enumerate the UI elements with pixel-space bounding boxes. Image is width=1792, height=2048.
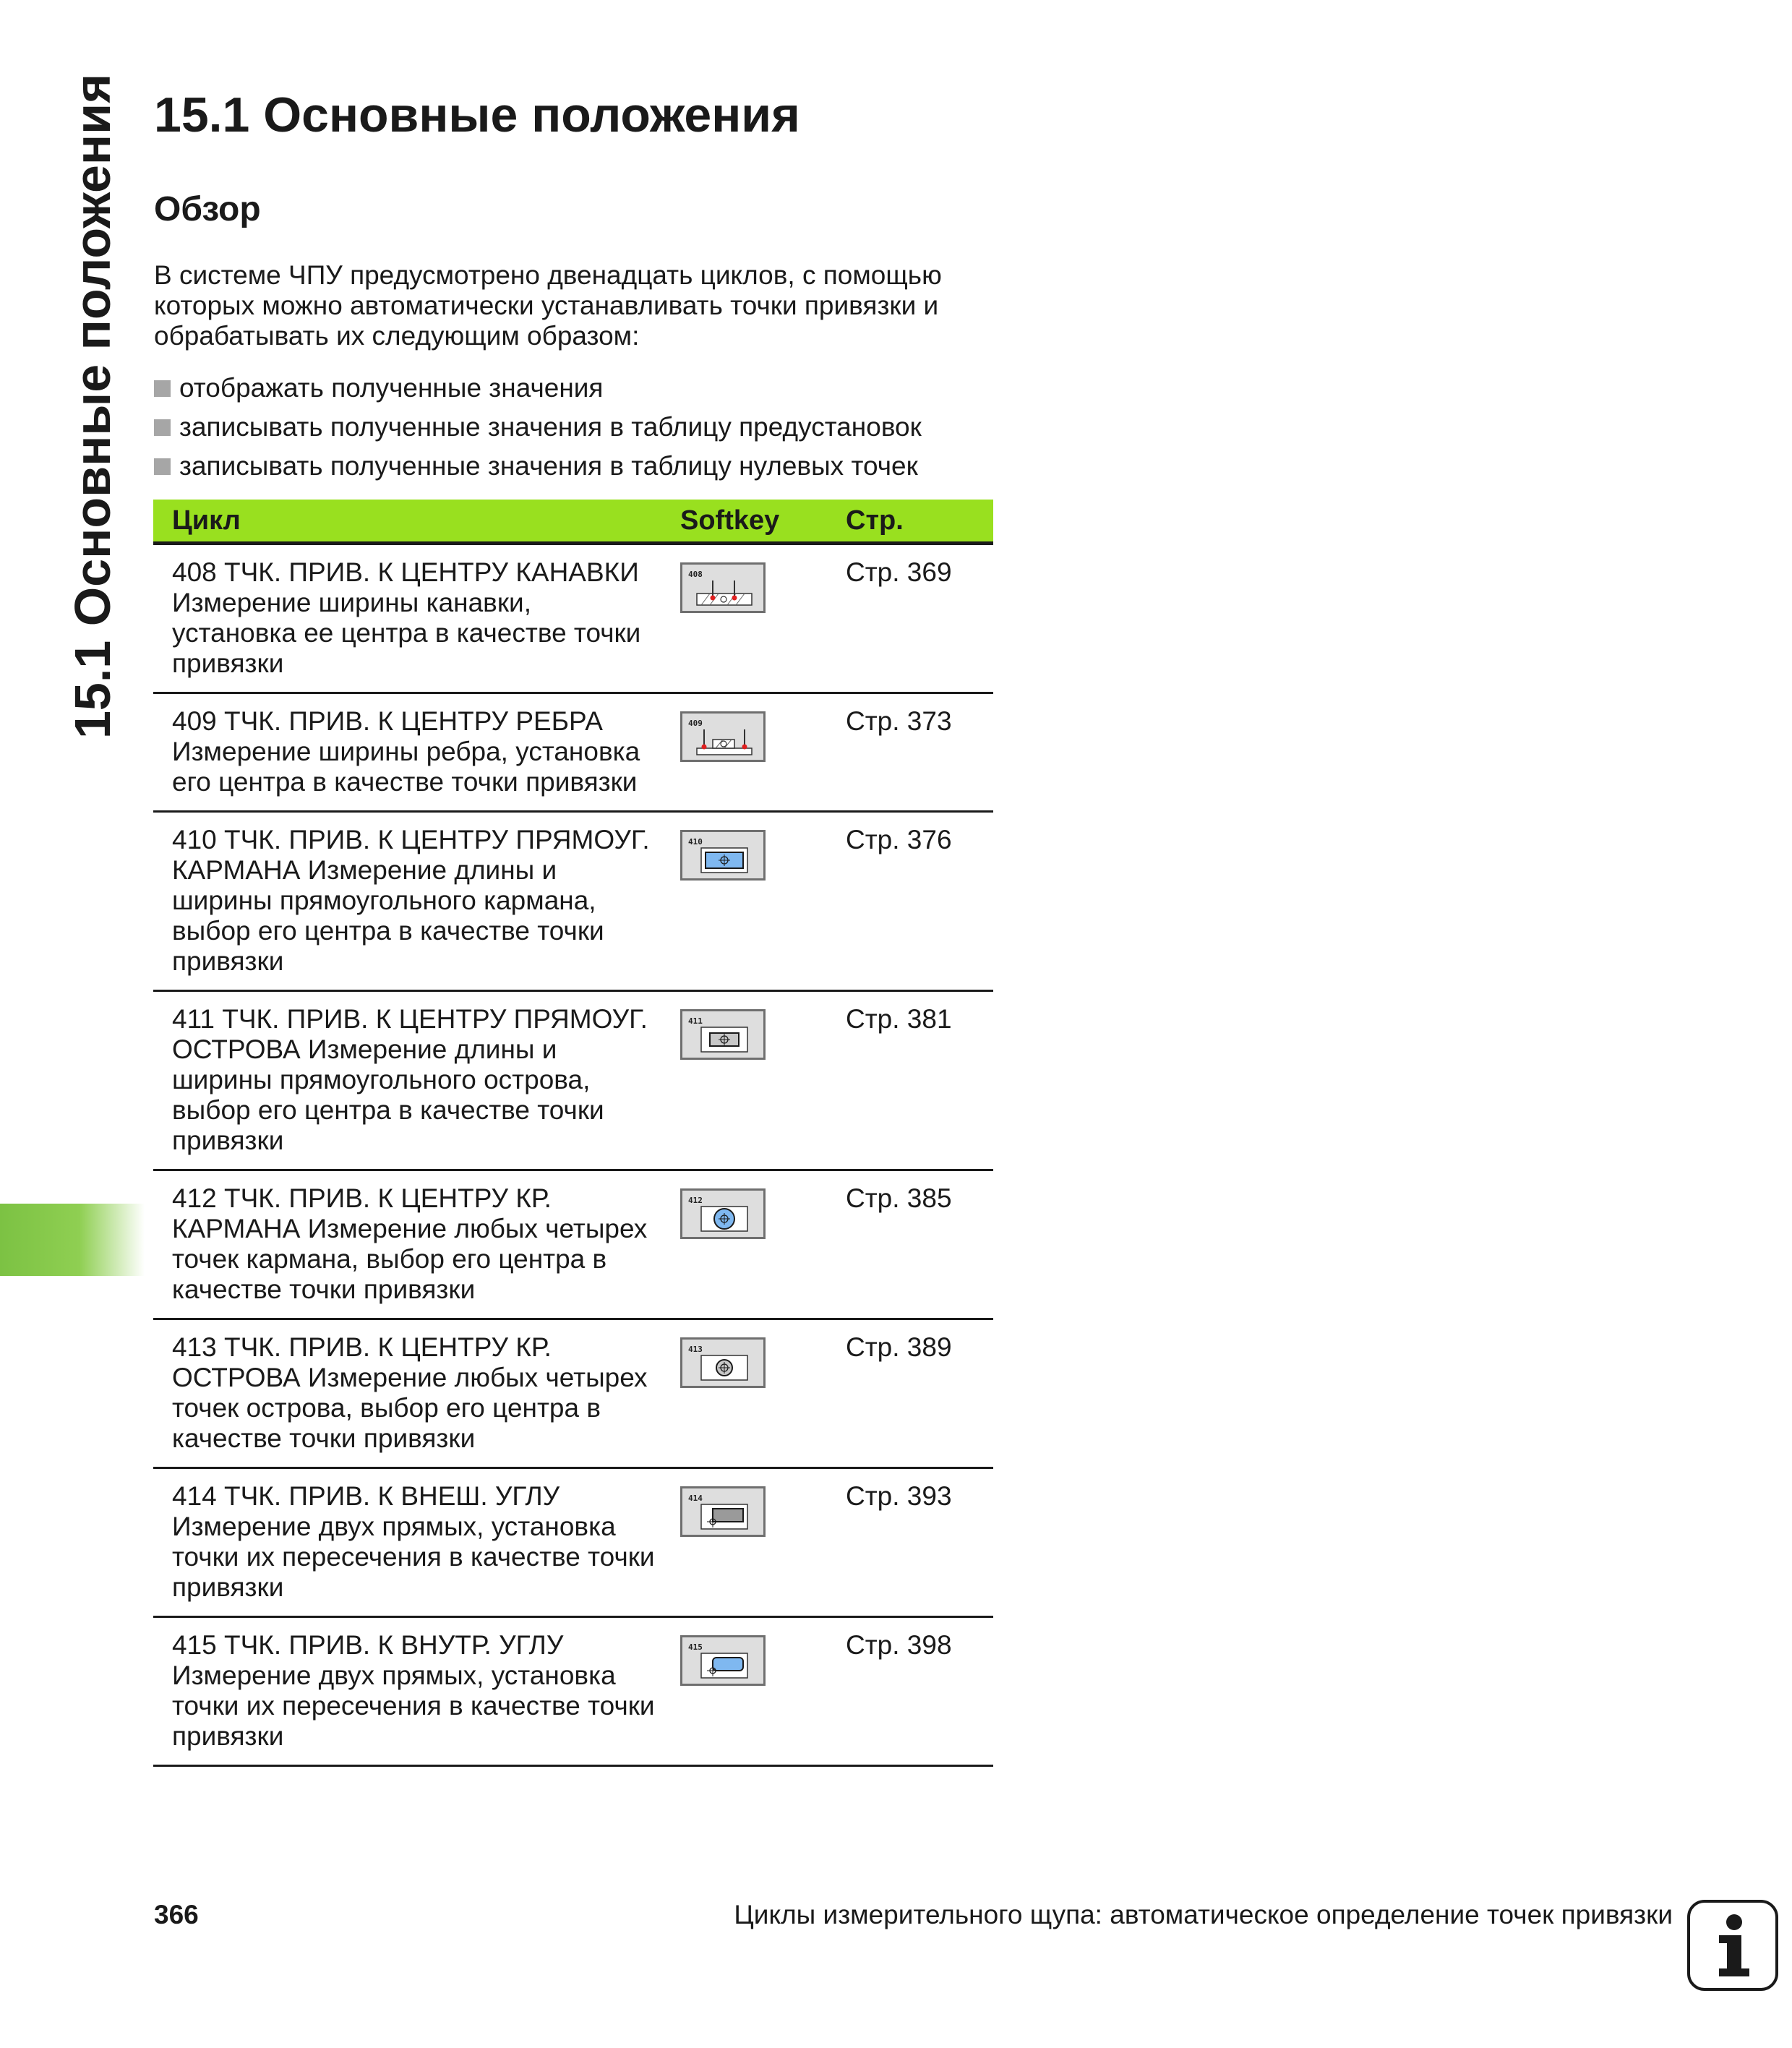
bullet-icon xyxy=(154,419,171,436)
softkey-412[interactable] xyxy=(680,1188,766,1239)
table-row xyxy=(153,813,993,992)
bullet-text: записывать полученные значения в таблицу нулевых точек xyxy=(179,451,918,481)
vertical-chapter-title: 15.1 Основные положения xyxy=(64,73,121,739)
list-item xyxy=(154,447,922,486)
svg-text:410: 410 xyxy=(688,837,703,847)
circ-stud-icon xyxy=(682,1340,763,1386)
table-row xyxy=(153,1618,993,1767)
softkey-408[interactable] xyxy=(680,562,766,613)
cycles-table xyxy=(153,500,993,1767)
bullet-list xyxy=(154,369,922,486)
svg-text:408: 408 xyxy=(688,570,703,579)
cycle-description: 415 ТЧК. ПРИВ. К ВНУТР. УГЛУ Измерение двух прямых, установка точки их пересечения в качестве точки привязки xyxy=(172,1630,655,1751)
section-title: Обзор xyxy=(154,190,261,228)
page-reference: Стр. 381 xyxy=(846,1004,952,1034)
intro-paragraph: В системе ЧПУ предусмотрено двенадцать циклов, с помощью которых можно автоматически устанавливать точки привязки и обрабатывать их следующим образом: xyxy=(154,260,942,351)
table-row xyxy=(153,1171,993,1320)
cycle-description: 412 ТЧК. ПРИВ. К ЦЕНТРУ КР. КАРМАНА Измерение любых четырех точек кармана, выбор его центра в качестве точки привязки xyxy=(172,1183,648,1304)
list-item xyxy=(154,369,922,408)
cycle-description: 413 ТЧК. ПРИВ. К ЦЕНТРУ КР. ОСТРОВА Измерение любых четырех точек острова, выбор его центра в качестве точки привязки xyxy=(172,1332,648,1453)
softkey-409[interactable] xyxy=(680,711,766,762)
softkey-414[interactable] xyxy=(680,1486,766,1537)
table-header xyxy=(153,500,993,545)
page-reference: Стр. 373 xyxy=(846,706,952,736)
chapter-footer: Циклы измерительного щупа: автоматическое определение точек привязки xyxy=(734,1900,1673,1929)
svg-text:411: 411 xyxy=(688,1016,703,1026)
page-reference: Стр. 389 xyxy=(846,1332,952,1362)
rect-pocket-icon xyxy=(682,832,763,878)
list-item xyxy=(154,408,922,447)
ridge-center-icon xyxy=(682,714,763,760)
svg-text:413: 413 xyxy=(688,1345,703,1354)
header-softkey: Softkey xyxy=(680,505,780,536)
page-reference: Стр. 393 xyxy=(846,1481,952,1511)
page-title: 15.1 Основные положения xyxy=(154,87,800,142)
header-cycle: Цикл xyxy=(172,505,241,536)
softkey-410[interactable] xyxy=(680,830,766,881)
groove-center-icon xyxy=(682,565,763,611)
page-reference: Стр. 385 xyxy=(846,1183,952,1213)
softkey-415[interactable] xyxy=(680,1635,766,1686)
softkey-411[interactable] xyxy=(680,1009,766,1060)
cycle-description: 409 ТЧК. ПРИВ. К ЦЕНТРУ РЕБРА Измерение ширины ребра, установка его центра в качестве точки привязки xyxy=(172,706,640,797)
cycle-description: 410 ТЧК. ПРИВ. К ЦЕНТРУ ПРЯМОУГ. КАРМАНА Измерение длины и ширины прямоугольного кармана, выбор его центра в качестве точки привязки xyxy=(172,825,650,976)
table-row xyxy=(153,545,993,694)
table-row xyxy=(153,992,993,1171)
bullet-text: отображать полученные значения xyxy=(179,373,604,403)
info-icon xyxy=(1687,1900,1778,1991)
svg-text:414: 414 xyxy=(688,1494,703,1503)
rect-stud-icon xyxy=(682,1011,763,1058)
softkey-413[interactable] xyxy=(680,1337,766,1388)
inside-corner-icon xyxy=(682,1637,763,1684)
table-row xyxy=(153,694,993,813)
cycle-description: 414 ТЧК. ПРИВ. К ВНЕШ. УГЛУ Измерение двух прямых, установка точки их пересечения в качестве точки привязки xyxy=(172,1481,655,1602)
bullet-text: записывать полученные значения в таблицу предустановок xyxy=(179,412,922,442)
page-reference: Стр. 398 xyxy=(846,1630,952,1660)
circ-pocket-icon xyxy=(682,1191,763,1237)
table-row xyxy=(153,1469,993,1618)
cycle-description: 411 ТЧК. ПРИВ. К ЦЕНТРУ ПРЯМОУГ. ОСТРОВА Измерение длины и ширины прямоугольного острова, выбор его центра в качестве точки привязки xyxy=(172,1004,648,1155)
svg-text:415: 415 xyxy=(688,1642,703,1652)
bullet-icon xyxy=(154,380,171,397)
chapter-tab-marker xyxy=(0,1204,145,1276)
table-row xyxy=(153,1320,993,1469)
header-page: Стр. xyxy=(846,505,904,536)
svg-text:409: 409 xyxy=(688,719,703,728)
cycle-description: 408 ТЧК. ПРИВ. К ЦЕНТРУ КАНАВКИ Измерение ширины канавки, установка ее центра в качестве точки привязки xyxy=(172,557,641,678)
outside-corner-icon xyxy=(682,1488,763,1535)
page-reference: Стр. 376 xyxy=(846,825,952,854)
page-number: 366 xyxy=(154,1900,199,1929)
bullet-icon xyxy=(154,458,171,475)
page-reference: Стр. 369 xyxy=(846,557,952,587)
svg-text:412: 412 xyxy=(688,1196,703,1205)
